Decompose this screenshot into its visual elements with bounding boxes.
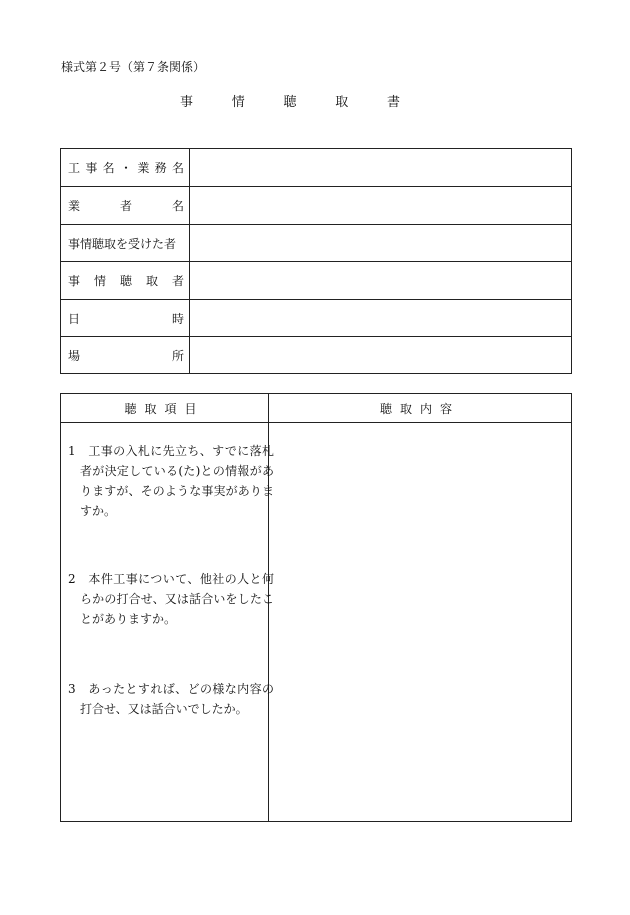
hearing-item-3	[68, 679, 274, 719]
label-char: 者	[171, 273, 184, 288]
info-value-location[interactable]	[190, 337, 571, 373]
info-value-interviewee[interactable]	[190, 225, 571, 261]
label-char: 事	[68, 273, 81, 288]
info-label-interviewer	[68, 262, 184, 298]
label-char: 業	[137, 161, 150, 175]
label-char: 名	[171, 198, 184, 213]
hearing-item-number: 2	[68, 572, 76, 586]
info-label-interviewee	[68, 225, 184, 261]
info-row-company-name	[61, 186, 571, 223]
hearing-item-number: 1	[68, 444, 76, 458]
label-char: 事	[85, 161, 98, 175]
info-value-interviewer[interactable]	[190, 262, 571, 298]
document-title	[180, 95, 400, 111]
label-char: 名	[102, 161, 115, 175]
label-char: 名	[171, 161, 184, 175]
info-value-company-name[interactable]	[190, 187, 571, 223]
title-char: 取	[335, 95, 349, 110]
title-char: 書	[386, 95, 400, 110]
form-number: 様式第２号（第７条関係）	[61, 60, 206, 74]
title-char: 情	[231, 95, 245, 110]
label-char: 所	[171, 348, 184, 363]
label-char: 時	[171, 311, 184, 326]
label-char: 聴	[119, 273, 132, 288]
title-char: 事	[180, 95, 194, 110]
hearing-item-number: 3	[68, 682, 76, 696]
label-char: 者	[119, 198, 132, 213]
label-char: 日	[68, 311, 81, 326]
info-label-location	[68, 337, 184, 373]
label-char: 業	[68, 198, 81, 213]
hearing-content-header: 聴取内容	[379, 401, 460, 416]
label-char: 取	[145, 273, 158, 288]
label-char: ・	[119, 161, 132, 175]
info-value-datetime[interactable]	[190, 300, 571, 336]
label-char: 情	[93, 273, 106, 288]
info-label-datetime	[68, 300, 184, 336]
hearing-item-text: あったとすれば、どの様な内容の打合せ、又は話合いでしたか。	[80, 682, 274, 716]
hearing-item-text: 工事の入札に先立ち、すでに落札者が決定している(た)との情報がありますが、そのような事実がありますか。	[80, 444, 274, 518]
info-row-location	[61, 336, 571, 373]
hearing-item-text: 本件工事について、他社の人と何らかの打合せ、又は話合いをしたことがありますか。	[80, 572, 274, 626]
info-value-project-name[interactable]	[190, 149, 571, 186]
info-row-project-name	[61, 149, 571, 186]
info-row-interviewee	[61, 224, 571, 261]
title-char: 聴	[283, 95, 297, 110]
info-label-company-name	[68, 187, 184, 223]
hearing-item-1	[68, 441, 274, 521]
info-row-interviewer	[61, 261, 571, 298]
info-table	[60, 148, 572, 374]
hearing-table	[60, 393, 572, 822]
hearing-item-2	[68, 569, 274, 629]
info-row-datetime	[61, 299, 571, 336]
label-char: 務	[154, 161, 167, 175]
info-label-project-name	[68, 149, 184, 186]
label-char: 場	[68, 348, 81, 363]
hearing-items-header: 聴取項目	[124, 401, 205, 416]
hearing-answer-area[interactable]	[269, 423, 571, 821]
label-char: 事情聴取を受けた者	[68, 236, 177, 251]
label-char: 工	[68, 161, 81, 175]
